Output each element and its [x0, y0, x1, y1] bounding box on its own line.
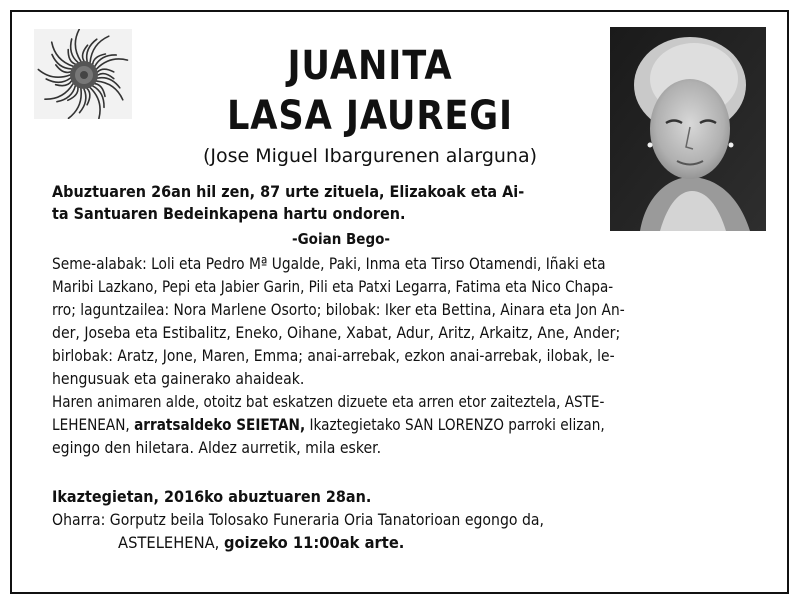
family-line-3: rro; laguntzailea: Nora Marlene Osorto; bilobak: Iker eta Bettina, Ainara eta Jon An-: [52, 300, 625, 319]
intro-line-1: Abuztuaren 26an hil zen, 87 urte zituela, Elizakoak eta Ai-: [52, 182, 525, 201]
thistle-emblem-icon: [34, 29, 132, 119]
prayer-line-1: Haren animaren alde, otoitz bat eskatzen dizuete eta arren etor zaiteztela, ASTE-: [52, 392, 605, 411]
widow-of-line: (Jose Miguel Ibargurenen alarguna): [202, 145, 538, 167]
prayer-line-3: egingo den hiletara. Aldez aurretik, mila esker.: [52, 438, 382, 457]
intro-line-2: ta Santuaren Bedeinkapena hartu ondoren.: [52, 204, 406, 223]
family-line-4: der, Joseba eta Estibalitz, Eneko, Oihane, Xabat, Adur, Aritz, Arkaitz, Ane, Ander;: [52, 323, 621, 342]
note-line-2: ASTELEHENA, goizeko 11:00ak arte.: [118, 533, 405, 552]
family-line-1: Seme-alabak: Loli eta Pedro Mª Ugalde, Paki, Inma eta Tirso Otamendi, Iñaki eta: [52, 254, 606, 273]
deceased-surnames: LASA JAUREGI: [226, 93, 514, 139]
family-line-6: hengusuak eta gainerako ahaideak.: [52, 369, 305, 388]
place-and-date: Ikaztegietan, 2016ko abuztuaren 28an.: [52, 487, 372, 506]
goian-bego: -Goian Bego-: [292, 230, 391, 248]
deceased-first-name: JUANITA: [287, 43, 453, 89]
family-line-5: birlobak: Aratz, Jone, Maren, Emma; anai-arrebak, ezkon anai-arrebak, ilobak, le-: [52, 346, 615, 365]
wake-time: goizeko 11:00ak arte.: [224, 533, 405, 552]
prayer-line-2: LEHENEAN, arratsaldeko SEIETAN, Ikaztegietako SAN LORENZO parroki elizan,: [52, 415, 605, 434]
funeral-time: arratsaldeko SEIETAN,: [134, 415, 306, 434]
family-line-2: Maribi Lazkano, Pepi eta Jabier Garin, Pili eta Patxi Legarra, Fatima eta Nico Chapa-: [52, 277, 614, 296]
note-line-1: Oharra: Gorputz beila Tolosako Funeraria Oria Tanatorioan egongo da,: [52, 510, 545, 529]
portrait-photo: [610, 27, 766, 231]
